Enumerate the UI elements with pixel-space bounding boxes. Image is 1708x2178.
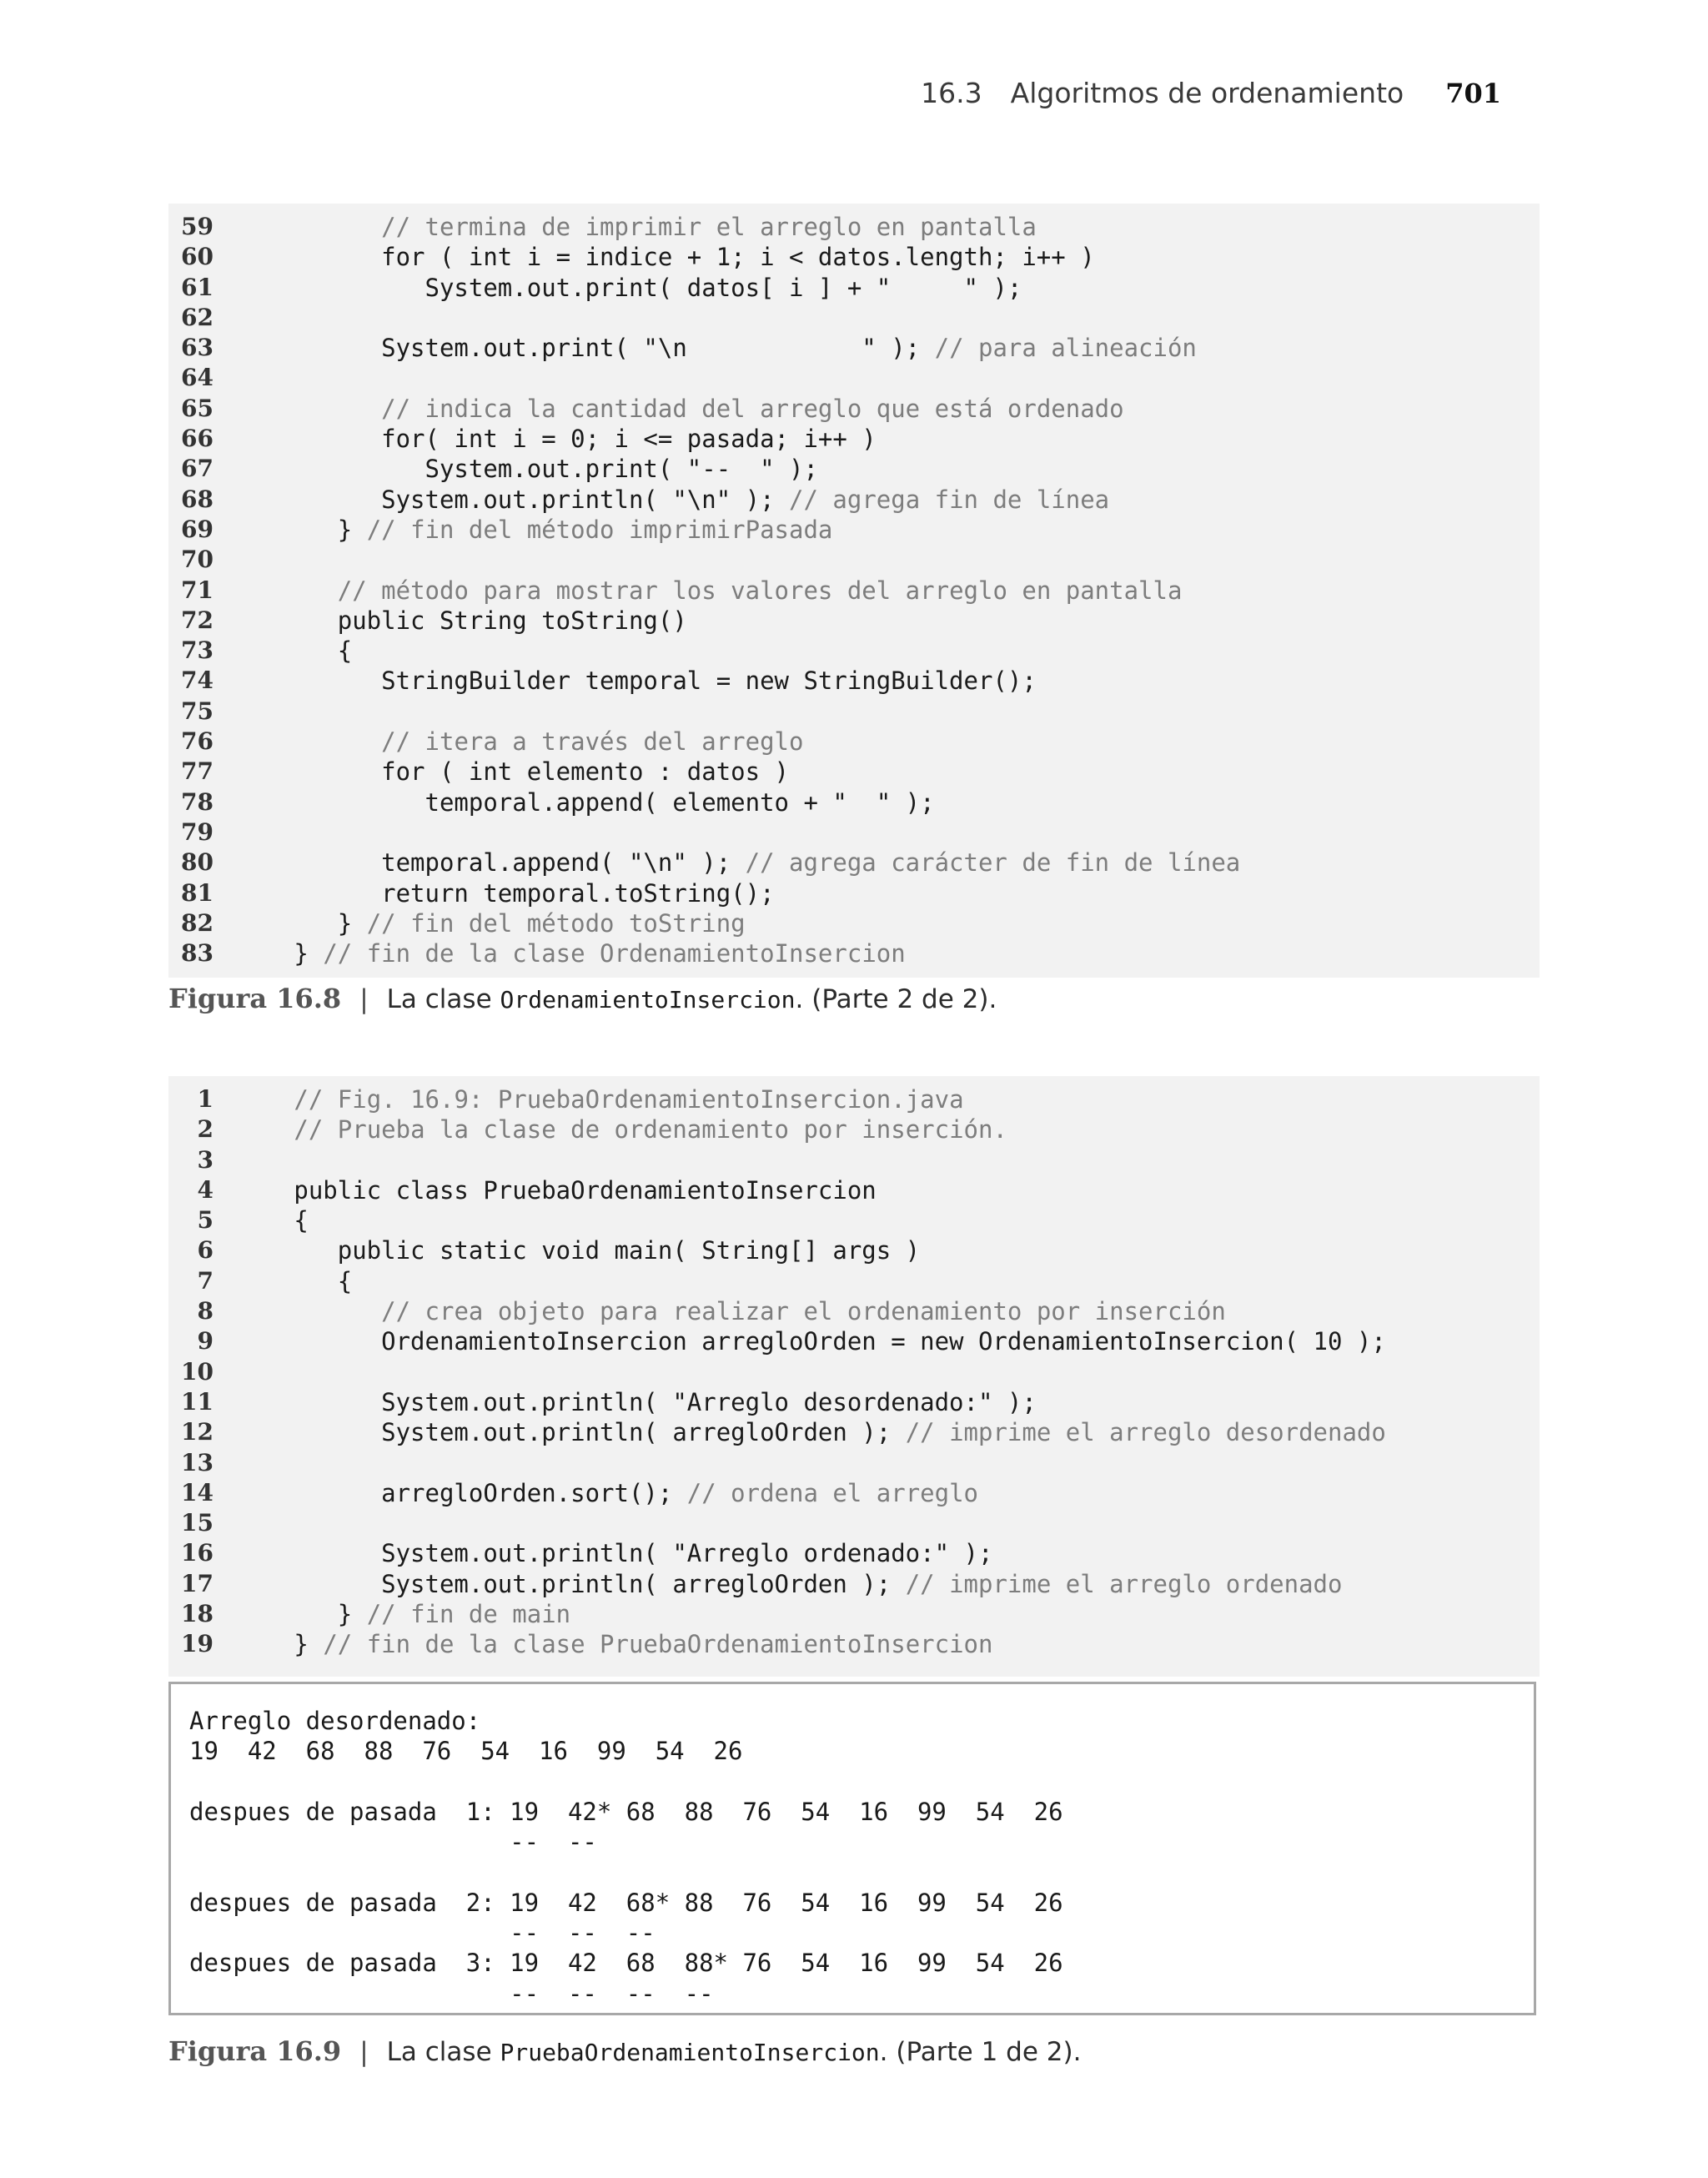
code-line — [168, 908, 1540, 938]
code-line — [168, 545, 1540, 575]
line-number: 68 — [181, 485, 214, 513]
code-line — [168, 878, 1540, 908]
line-number: 17 — [181, 1569, 214, 1597]
code-text — [250, 1084, 964, 1114]
code-line — [168, 394, 1540, 424]
caption-separator: | — [359, 2037, 369, 2067]
code-text: System.out.print( datos[ i ] + " " ); — [250, 273, 1022, 302]
page-number: 701 — [1445, 78, 1501, 109]
output-line: despues de pasada 2: 19 42 68* 88 76 54 16 99 54 26 — [189, 1888, 1063, 1917]
line-number: 2 — [197, 1115, 214, 1144]
line-number: 19 — [181, 1630, 214, 1658]
code-line — [168, 515, 1540, 545]
code-line — [168, 1266, 1540, 1296]
code-comment: // fin de la clase PruebaOrdenamientoInsercion — [323, 1630, 993, 1659]
line-number: 8 — [197, 1297, 214, 1325]
code-line — [168, 787, 1540, 817]
code-comment: // termina de imprimir el arreglo en pantalla — [381, 213, 1037, 241]
line-number: 1 — [197, 1085, 214, 1113]
code-line — [168, 1326, 1540, 1356]
line-number: 67 — [181, 455, 214, 483]
output-line: despues de pasada 1: 19 42* 68 88 76 54 16 99 54 26 — [189, 1797, 1063, 1826]
figure-label: Figura 16.8 — [168, 983, 342, 1014]
code-text: System.out.println( arregloOrden ); // imprime el arreglo desordenado — [250, 1418, 1386, 1447]
code-line — [168, 606, 1540, 636]
code-comment: // imprime el arreglo ordenado — [905, 1569, 1343, 1598]
code-comment: // fin de la clase OrdenamientoInsercion — [323, 939, 906, 968]
line-number: 7 — [197, 1266, 214, 1295]
code-comment: // para alineación — [934, 334, 1197, 363]
line-number: 5 — [197, 1206, 214, 1235]
running-head — [921, 77, 1501, 118]
line-number: 78 — [181, 787, 214, 816]
code-text: temporal.append( "\n" ); // agrega carácter de fin de línea — [250, 848, 1241, 878]
code-line — [168, 757, 1540, 787]
code-line — [168, 1235, 1540, 1265]
code-text: for ( int elemento : datos ) — [250, 757, 790, 787]
code-line — [168, 576, 1540, 606]
code-text: System.out.print( "-- " ); — [250, 455, 818, 484]
code-line — [168, 1175, 1540, 1205]
code-comment: // itera a través del arreglo — [381, 727, 804, 757]
code-text: for ( int i = indice + 1; i < datos.length; i++ ) — [250, 243, 1095, 272]
code-comment: // Prueba la clase de ordenamiento por inserción. — [294, 1115, 1007, 1144]
line-number: 62 — [181, 303, 214, 331]
line-number: 13 — [181, 1448, 214, 1476]
code-line — [168, 666, 1540, 696]
code-line — [168, 1448, 1540, 1478]
code-text: temporal.append( elemento + " " ); — [250, 787, 935, 817]
code-comment: // método para mostrar los valores del arreglo en pantalla — [337, 576, 1183, 605]
code-line — [168, 303, 1540, 333]
code-text: public class PruebaOrdenamientoInsercion — [250, 1175, 877, 1205]
code-comment: // agrega fin de línea — [789, 485, 1110, 514]
code-text — [250, 394, 1124, 424]
line-number: 74 — [181, 666, 214, 695]
output-line: Arreglo desordenado: — [189, 1707, 481, 1735]
caption-separator: | — [359, 984, 369, 1014]
line-number: 66 — [181, 425, 214, 453]
code-text: { — [250, 636, 353, 666]
code-line — [168, 212, 1540, 242]
code-comment: // fin de main — [366, 1600, 571, 1629]
line-number: 59 — [181, 213, 214, 240]
code-line — [168, 1114, 1540, 1144]
code-line — [168, 1084, 1540, 1114]
code-line — [168, 1569, 1540, 1599]
code-line — [168, 363, 1540, 393]
code-text: System.out.print( "\n " ); // para alineación — [250, 334, 1197, 363]
code-line — [168, 273, 1540, 303]
section-title: Algoritmos de ordenamiento — [1010, 77, 1404, 109]
code-line — [168, 1417, 1540, 1447]
code-comment: // ordena el arreglo — [686, 1478, 978, 1507]
code-text: System.out.println( arregloOrden ); // imprime el arreglo ordenado — [250, 1569, 1343, 1598]
code-line — [168, 1357, 1540, 1387]
line-number: 18 — [181, 1600, 214, 1628]
code-comment: // crea objeto para realizar el ordenamiento por inserción — [381, 1297, 1226, 1326]
code-text: } // fin de main — [250, 1600, 571, 1629]
figure-label: Figura 16.9 — [168, 2035, 342, 2067]
caption-class-name: OrdenamientoInsercion — [500, 986, 796, 1014]
code-line — [168, 424, 1540, 454]
code-line — [168, 938, 1540, 968]
code-line — [168, 1508, 1540, 1538]
line-number: 76 — [181, 727, 214, 756]
code-line — [168, 848, 1540, 878]
code-line — [168, 1387, 1540, 1417]
code-line — [168, 1145, 1540, 1175]
code-comment: // imprime el arreglo desordenado — [905, 1418, 1386, 1447]
line-number: 64 — [181, 364, 214, 392]
caption-text: La clase — [386, 984, 500, 1014]
line-number: 81 — [181, 878, 214, 907]
line-number: 69 — [181, 515, 214, 543]
code-text: { — [250, 1206, 309, 1235]
code-comment: // fin del método toString — [366, 908, 746, 938]
code-text: System.out.println( "Arreglo ordenado:" ); — [250, 1539, 993, 1568]
code-text: } // fin del método toString — [250, 908, 746, 938]
line-number: 71 — [181, 576, 214, 604]
line-number: 83 — [181, 939, 214, 968]
line-number: 6 — [197, 1236, 214, 1265]
code-line — [168, 333, 1540, 363]
code-text: System.out.println( "\n" ); // agrega fin de línea — [250, 485, 1110, 514]
code-line — [168, 636, 1540, 666]
code-line — [168, 1478, 1540, 1508]
code-text: } // fin de la clase PruebaOrdenamientoInsercion — [250, 1630, 993, 1659]
code-text: public static void main( String[] args ) — [250, 1236, 921, 1265]
output-line — [189, 1857, 1534, 1887]
output-line: -- -- -- -- — [189, 1979, 714, 2008]
line-number: 72 — [181, 606, 214, 634]
line-number: 4 — [197, 1175, 214, 1204]
code-comment: // agrega carácter de fin de línea — [745, 848, 1241, 878]
caption-text: La clase — [386, 2037, 500, 2067]
code-line — [168, 817, 1540, 848]
code-text: for( int i = 0; i <= pasada; i++ ) — [250, 425, 877, 454]
output-line: 19 42 68 88 76 54 16 99 54 26 — [189, 1737, 743, 1766]
code-text: OrdenamientoInsercion arregloOrden = new OrdenamientoInsercion( 10 ); — [250, 1327, 1386, 1356]
program-output — [168, 1682, 1536, 2015]
line-number: 15 — [181, 1509, 214, 1537]
line-number: 9 — [197, 1327, 214, 1356]
code-comment: // fin del método imprimirPasada — [366, 515, 833, 544]
caption-class-name: PruebaOrdenamientoInsercion — [500, 2039, 880, 2066]
code-line — [168, 1296, 1540, 1326]
line-number: 79 — [181, 817, 214, 846]
caption-text-after: . (Parte 1 de 2). — [879, 2037, 1082, 2067]
code-text: return temporal.toString(); — [250, 878, 775, 908]
line-number: 70 — [181, 546, 214, 574]
code-text: StringBuilder temporal = new StringBuilder(); — [250, 666, 1037, 696]
line-number: 10 — [181, 1357, 214, 1386]
code-listing-2 — [168, 1076, 1540, 1677]
line-number: 77 — [181, 757, 214, 786]
line-number: 14 — [181, 1478, 214, 1506]
code-comment: // indica la cantidad del arreglo que está ordenado — [381, 394, 1124, 423]
code-text — [250, 576, 1182, 606]
code-line — [168, 242, 1540, 272]
code-listing-1 — [168, 204, 1540, 978]
line-number: 73 — [181, 636, 214, 665]
code-line — [168, 1205, 1540, 1235]
code-text — [250, 212, 1037, 242]
code-text: } // fin del método imprimirPasada — [250, 515, 833, 544]
section-number: 16.3 — [921, 77, 982, 109]
code-line — [168, 485, 1540, 515]
code-text: System.out.println( "Arreglo desordenado:" ); — [250, 1387, 1037, 1416]
code-text — [250, 727, 803, 757]
output-line: -- -- -- — [189, 1919, 656, 1948]
caption-text-after: . (Parte 2 de 2). — [795, 984, 997, 1014]
line-number: 3 — [197, 1145, 214, 1174]
code-text — [250, 1296, 1226, 1326]
code-line — [168, 1599, 1540, 1629]
line-number: 61 — [181, 273, 214, 301]
output-line — [189, 1767, 1534, 1797]
code-text: public String toString() — [250, 606, 687, 635]
line-number: 11 — [181, 1387, 214, 1416]
line-number: 75 — [181, 697, 214, 725]
output-line: despues de pasada 3: 19 42 68 88* 76 54 16 99 54 26 — [189, 1949, 1063, 1978]
figure-caption-16-9 — [168, 2035, 1081, 2067]
code-text: { — [250, 1266, 353, 1295]
line-number: 60 — [181, 243, 214, 271]
code-line — [168, 727, 1540, 757]
line-number: 63 — [181, 334, 214, 362]
output-line: -- -- — [189, 1828, 597, 1857]
figure-caption-16-8 — [168, 983, 997, 1014]
line-number: 65 — [181, 394, 214, 422]
code-line — [168, 697, 1540, 727]
code-line — [168, 1538, 1540, 1568]
line-number: 82 — [181, 908, 214, 937]
code-line — [168, 454, 1540, 484]
code-text: arregloOrden.sort(); // ordena el arreglo — [250, 1478, 978, 1507]
line-number: 80 — [181, 848, 214, 877]
code-text — [250, 1114, 1007, 1144]
code-text: } // fin de la clase OrdenamientoInsercion — [250, 939, 906, 968]
code-comment: // Fig. 16.9: PruebaOrdenamientoInsercion.java — [294, 1085, 964, 1114]
code-line — [168, 1629, 1540, 1659]
line-number: 12 — [181, 1418, 214, 1446]
line-number: 16 — [181, 1539, 214, 1567]
